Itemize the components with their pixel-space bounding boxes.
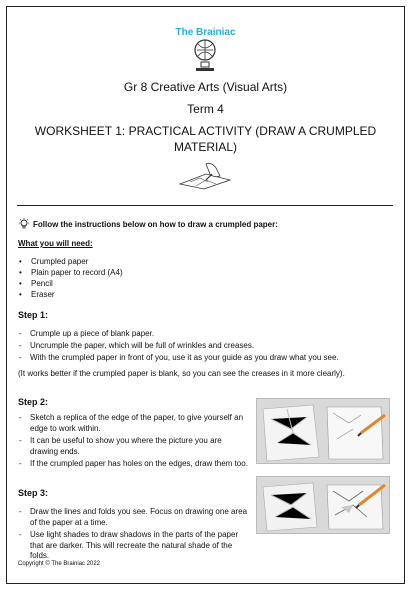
step3-photo	[256, 476, 390, 534]
worksheet-title: WORKSHEET 1: PRACTICAL ACTIVITY (DRAW A CRUMPLED MATERIAL)	[34, 124, 377, 154]
list-item: • Pencil	[18, 278, 123, 289]
intro-line	[18, 218, 278, 230]
divider	[17, 205, 393, 206]
step2-photo	[256, 398, 390, 464]
step2-heading: Step 2:	[18, 397, 49, 407]
hot-air-balloon-logo	[190, 38, 220, 72]
list-item: - Draw the lines and folds you see. Focus on drawing one area of the paper at a time.	[18, 507, 250, 528]
copyright: Copyright © The Brainiac 2022	[18, 561, 101, 567]
list-item: - Crumple up a piece of blank paper.	[18, 329, 398, 341]
step3-heading: Step 3:	[18, 488, 49, 498]
list-item: - If the crumpled paper has holes on the edges, draw them too.	[18, 459, 250, 470]
term-title: Term 4	[187, 102, 224, 116]
list-item: • Crumpled paper	[18, 256, 123, 267]
list-item: - It can be useful to show you where the picture you are drawing ends.	[18, 436, 250, 457]
list-item: • Eraser	[18, 289, 123, 300]
grade-title: Gr 8 Creative Arts (Visual Arts)	[123, 80, 288, 94]
list-item: - With the crumpled paper in front of you, use it as your guide as you draw what you see.	[18, 353, 398, 365]
step2-list	[18, 413, 250, 472]
drawing-hand-illustration	[176, 160, 234, 190]
intro-text: Follow the instructions below on how to draw a crumpled paper:	[33, 219, 278, 229]
list-item: - Sketch a replica of the edge of the paper, to give yourself an edge to work within.	[18, 413, 250, 434]
needs-list	[18, 256, 123, 300]
step1-note: (It works better if the crumpled paper is blank, so you can see the creases in it more clearly).	[18, 369, 345, 378]
list-item: - Uncrumple the paper, which will be full of wrinkles and creases.	[18, 341, 398, 353]
list-item: • Plain paper to record (A4)	[18, 267, 123, 278]
step1-heading: Step 1:	[18, 310, 49, 320]
list-item: - Use light shades to draw shadows in the parts of the paper that are darker. This will recreate the natural shade of the folds.	[18, 530, 250, 562]
brand-name: The Brainiac	[175, 27, 236, 38]
step3-list	[18, 507, 250, 564]
needs-heading: What you will need:	[18, 239, 93, 248]
lightbulb-icon	[18, 218, 30, 230]
step1-list	[18, 329, 398, 365]
